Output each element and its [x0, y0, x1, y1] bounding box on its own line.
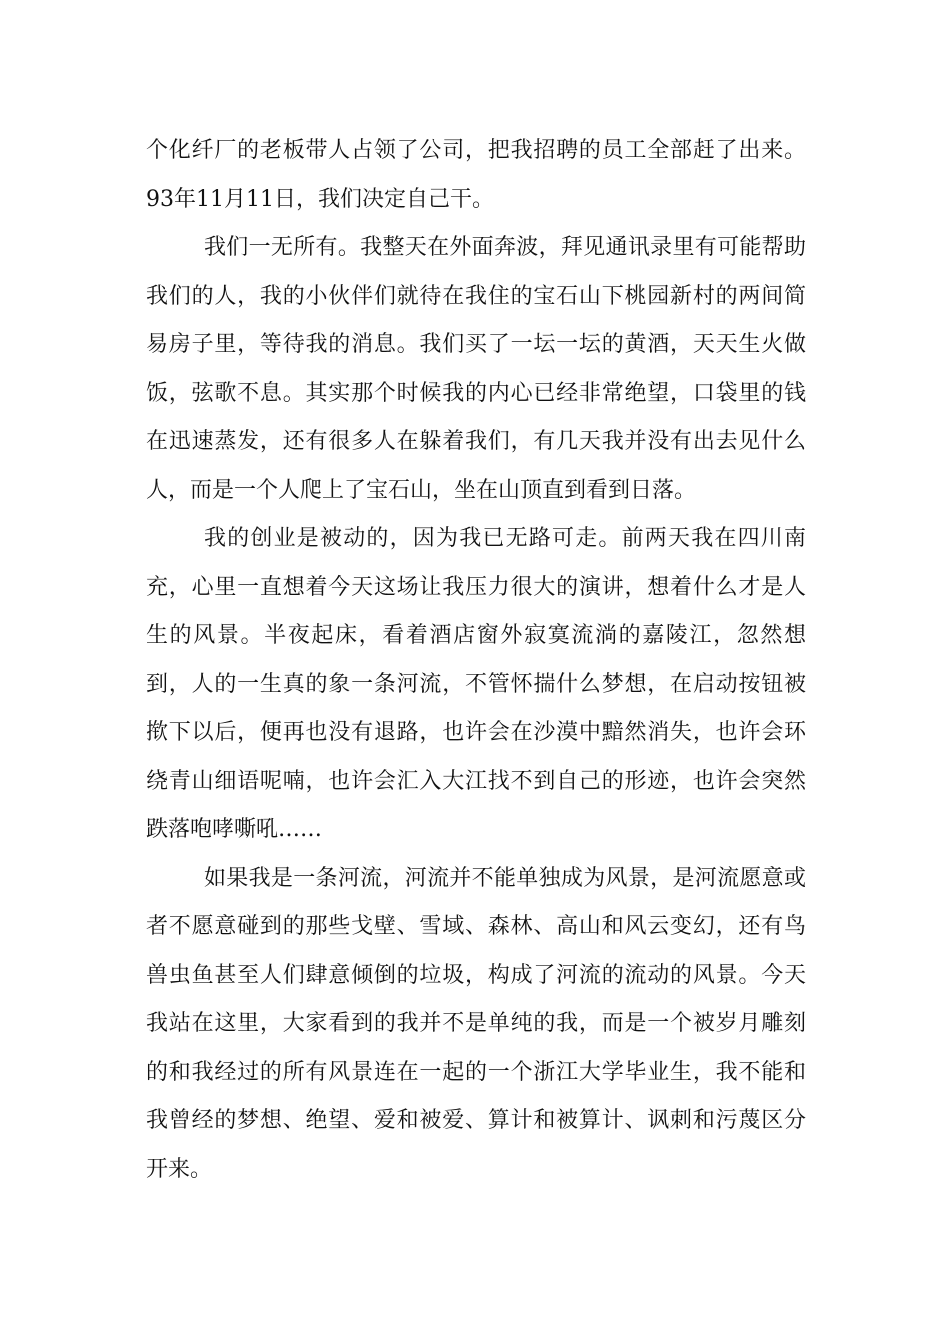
text-line: 开来。 [146, 1156, 213, 1182]
text-line: 我的创业是被动的，因为我已无路可走。前两天我在四川南 [204, 526, 806, 551]
text-line: 的和我经过的所有风景连在一起的一个浙江大学毕业生，我不能和 [146, 1059, 806, 1085]
text-line: 充，心里一直想着今天这场让我压力很大的演讲，想着什么才是人 [146, 574, 806, 600]
text-line: 者不愿意碰到的那些戈壁、雪域、森林、高山和风云变幻，还有鸟 [146, 914, 806, 939]
text-line: 个化纤厂的老板带人占领了公司，把我招聘的员工全部赶了出来。 [146, 138, 806, 163]
text-line: 绕青山细语呢喃，也许会汇入大江找不到自己的形迹，也许会突然 [146, 768, 806, 794]
text-line: 易房子里，等待我的消息。我们买了一坛一坛的黄酒，天天生火做 [146, 332, 806, 357]
text-line: 到，人的一生真的象一条河流，不管怀揣什么梦想，在启动按钮被 [146, 671, 806, 697]
text-line: 饭，弦歌不息。其实那个时候我的内心已经非常绝望，口袋里的钱 [146, 380, 806, 406]
text-line: 93年11月11日，我们决定自己干。 [146, 186, 494, 212]
text-line: 我们的人，我的小伙伴们就待在我住的宝石山下桃园新村的两间简 [146, 283, 806, 309]
text-line: 我站在这里，大家看到的我并不是单纯的我，而是一个被岁月雕刻 [146, 1011, 806, 1036]
document-body [146, 127, 806, 1194]
text-line: 我们一无所有。我整天在外面奔波，拜见通讯录里有可能帮助 [204, 235, 806, 260]
text-line: 如果我是一条河流，河流并不能单独成为风景，是河流愿意或 [204, 865, 806, 891]
text-line: 生的风景。半夜起床，看着酒店窗外寂寞流淌的嘉陵江，忽然想 [146, 623, 806, 648]
text-line: 兽虫鱼甚至人们肆意倾倒的垃圾，构成了河流的流动的风景。今天 [146, 962, 806, 988]
text-line: 跌落咆哮嘶吼…… [146, 817, 323, 842]
text-line: 我曾经的梦想、绝望、爱和被爱、算计和被算计、讽刺和污蔑区分 [146, 1108, 806, 1133]
text-line: 人，而是一个人爬上了宝石山，坐在山顶直到看到日落。 [146, 477, 697, 503]
text-line: 揿下以后，便再也没有退路，也许会在沙漠中黯然消失，也许会环 [146, 720, 806, 745]
text-line: 在迅速蒸发，还有很多人在躲着我们，有几天我并没有出去见什么 [146, 429, 806, 454]
